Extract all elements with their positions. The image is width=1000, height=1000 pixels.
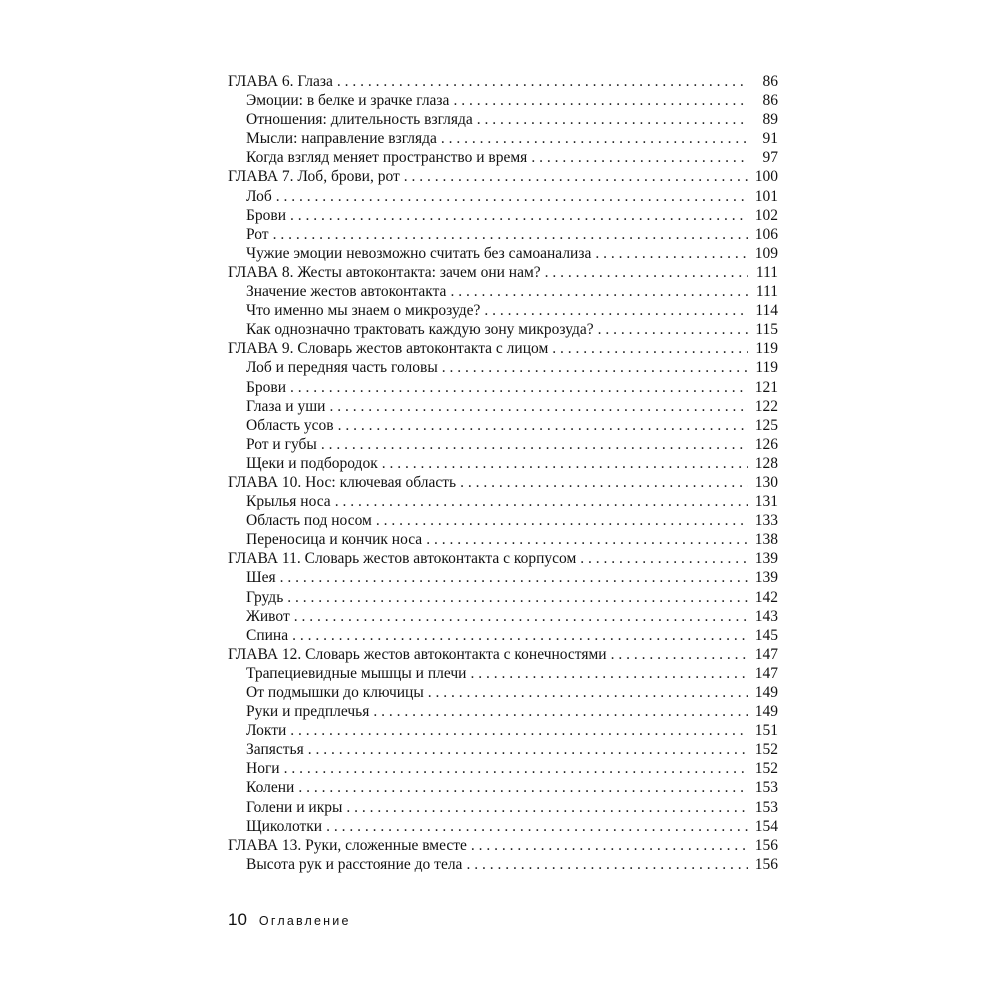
toc-entry-title: Щиколотки (246, 817, 323, 835)
toc-entry-page: 115 (755, 321, 778, 339)
toc-section-entry (228, 530, 778, 549)
dot-leader (441, 129, 748, 148)
dot-leader (484, 301, 748, 320)
toc-entry-title: Что именно мы знаем о микрозуде? (246, 302, 481, 320)
toc-entry-page: 121 (754, 378, 778, 396)
dot-leader (326, 817, 748, 836)
toc-chapter-entry (228, 263, 778, 282)
dot-leader (471, 836, 748, 855)
toc-entry-page: 119 (755, 340, 778, 358)
dot-leader (595, 244, 748, 263)
toc-entry-title: Голени и икры (246, 798, 343, 816)
toc-chapter-entry (228, 836, 778, 855)
toc-entry-title: Область под носом (246, 512, 372, 530)
toc-section-entry (228, 683, 778, 702)
toc-chapter-entry (228, 167, 778, 186)
toc-section-entry (228, 759, 778, 778)
toc-section-entry (228, 454, 778, 473)
toc-section-entry (228, 740, 778, 759)
toc-section-entry (228, 817, 778, 836)
toc-entry-page: 111 (755, 283, 778, 301)
dot-leader (450, 282, 748, 301)
page-footer (228, 910, 351, 930)
toc-entry-page: 130 (754, 473, 778, 491)
toc-section-entry (228, 282, 778, 301)
toc-entry-page: 133 (754, 512, 778, 530)
toc-entry-page: 122 (754, 397, 778, 415)
toc-entry-page: 151 (754, 722, 778, 740)
toc-entry-title: ГЛАВА 6. Глаза (228, 73, 333, 90)
toc-section-entry (228, 492, 778, 511)
toc-entry-page: 149 (754, 684, 778, 701)
toc-entry-page: 153 (754, 798, 778, 816)
toc-entry-page: 125 (754, 416, 778, 434)
dot-leader (335, 492, 748, 511)
toc-entry-title: Колени (246, 779, 295, 797)
toc-entry-page: 153 (754, 779, 778, 797)
toc-section-entry (228, 129, 778, 148)
running-header-label: Оглавление (258, 914, 351, 928)
dot-leader (280, 568, 748, 587)
toc-entry-title: Область усов (246, 416, 334, 434)
toc-section-entry (228, 702, 778, 721)
toc-entry-title: Когда взгляд меняет пространство и время (246, 149, 528, 167)
toc-entry-page: 86 (762, 73, 778, 90)
toc-section-entry (228, 187, 778, 206)
dot-leader (404, 167, 748, 186)
toc-entry-page: 131 (754, 493, 778, 511)
toc-entry-title: Переносица и кончик носа (246, 531, 423, 549)
toc-chapter-entry (228, 549, 778, 568)
toc-section-entry (228, 607, 778, 626)
toc-entry-title: Шея (246, 569, 276, 587)
toc-entry-title: От подмышки до ключицы (246, 684, 424, 701)
dot-leader (276, 187, 748, 206)
toc-entry-page: 119 (755, 359, 778, 377)
toc-entry-title: Отношения: длительность взгляда (246, 111, 473, 129)
toc-entry-title: ГЛАВА 12. Словарь жестов автоконтакта с конечностями (228, 645, 607, 663)
toc-entry-title: Глаза и уши (246, 397, 326, 415)
dot-leader (338, 416, 748, 435)
toc-entry-title: ГЛАВА 9. Словарь жестов автоконтакта с лицом (228, 340, 549, 358)
dot-leader (442, 358, 748, 377)
dot-leader (337, 72, 748, 91)
toc-entry-page: 145 (754, 626, 778, 644)
toc-entry-title: ГЛАВА 7. Лоб, брови, рот (228, 168, 400, 186)
toc-entry-page: 102 (754, 206, 778, 224)
dot-leader (373, 702, 748, 721)
toc-entry-title: ГЛАВА 11. Словарь жестов автоконтакта с корпусом (228, 550, 577, 568)
toc-entry-title: Руки и предплечья (246, 703, 370, 721)
toc-entry-title: Значение жестов автоконтакта (246, 283, 447, 301)
toc-section-entry (228, 721, 778, 740)
toc-section-entry (228, 664, 778, 683)
toc-entry-title: Спина (246, 626, 289, 644)
table-of-contents (228, 72, 778, 874)
dot-leader (477, 110, 748, 129)
toc-entry-page: 89 (762, 111, 778, 129)
toc-entry-page: 97 (762, 149, 778, 167)
toc-entry-title: ГЛАВА 8. Жесты автоконтакта: зачем они нам? (228, 263, 541, 281)
dot-leader (453, 91, 748, 110)
toc-entry-page: 143 (754, 607, 778, 625)
dot-leader (290, 206, 748, 225)
toc-entry-page: 154 (754, 817, 778, 835)
toc-section-entry (228, 397, 778, 416)
toc-entry-page: 86 (762, 92, 778, 110)
dot-leader (426, 530, 748, 549)
toc-section-entry (228, 588, 778, 607)
dot-leader (428, 683, 748, 702)
dot-leader (292, 626, 748, 645)
toc-section-entry (228, 568, 778, 587)
toc-entry-page: 138 (754, 531, 778, 549)
toc-chapter-entry (228, 339, 778, 358)
toc-entry-title: ГЛАВА 10. Нос: ключевая область (228, 473, 457, 491)
dot-leader (466, 855, 748, 874)
dot-leader (611, 645, 748, 664)
toc-section-entry (228, 244, 778, 263)
toc-entry-title: Живот (246, 607, 290, 625)
dot-leader (346, 798, 748, 817)
toc-entry-title: Рот и губы (246, 435, 317, 453)
toc-entry-title: Как однозначно трактовать каждую зону микрозуда? (246, 321, 594, 339)
toc-section-entry (228, 416, 778, 435)
toc-entry-title: Брови (246, 206, 287, 224)
toc-entry-title: Локти (246, 722, 287, 740)
dot-leader (376, 511, 748, 530)
dot-leader (580, 549, 748, 568)
dot-leader (290, 721, 748, 740)
dot-leader (298, 778, 748, 797)
dot-leader (552, 339, 748, 358)
toc-section-entry (228, 148, 778, 167)
toc-entry-page: 156 (754, 836, 778, 854)
toc-entry-page: 91 (762, 130, 778, 148)
page-number: 10 (228, 910, 247, 929)
toc-chapter-entry (228, 473, 778, 492)
dot-leader (470, 664, 748, 683)
toc-entry-page: 156 (754, 855, 778, 873)
toc-section-entry (228, 798, 778, 817)
toc-entry-title: Мысли: направление взгляда (246, 130, 437, 148)
dot-leader (273, 225, 748, 244)
dot-leader (329, 397, 748, 416)
dot-leader (321, 435, 748, 454)
toc-section-entry (228, 626, 778, 645)
toc-entry-page: 147 (754, 664, 778, 682)
toc-entry-page: 128 (754, 454, 778, 472)
toc-entry-page: 152 (754, 760, 778, 778)
toc-entry-title: ГЛАВА 13. Руки, сложенные вместе (228, 836, 467, 854)
dot-leader (545, 263, 748, 282)
toc-entry-title: Высота рук и расстояние до тела (246, 855, 463, 873)
toc-entry-page: 100 (754, 168, 778, 186)
toc-section-entry (228, 206, 778, 225)
toc-entry-title: Грудь (246, 588, 284, 606)
toc-entry-page: 149 (754, 703, 778, 721)
toc-entry-page: 142 (754, 588, 778, 606)
dot-leader (294, 607, 748, 626)
toc-entry-page: 111 (755, 263, 778, 281)
toc-entry-page: 126 (754, 435, 778, 453)
toc-section-entry (228, 358, 778, 377)
toc-section-entry (228, 855, 778, 874)
toc-entry-title: Запястья (246, 741, 304, 759)
toc-entry-title: Крылья носа (246, 493, 331, 511)
toc-entry-title: Лоб и передняя часть головы (246, 359, 438, 377)
dot-leader (284, 759, 748, 778)
toc-entry-title: Лоб (246, 187, 272, 205)
toc-section-entry (228, 778, 778, 797)
toc-entry-page: 114 (755, 302, 778, 320)
toc-section-entry (228, 225, 778, 244)
toc-section-entry (228, 378, 778, 397)
toc-entry-title: Трапециевидные мышцы и плечи (246, 664, 467, 682)
toc-section-entry (228, 110, 778, 129)
toc-entry-page: 109 (754, 244, 778, 262)
toc-entry-title: Ноги (246, 760, 280, 778)
toc-entry-page: 101 (754, 187, 778, 205)
toc-entry-title: Брови (246, 378, 287, 396)
toc-chapter-entry (228, 645, 778, 664)
dot-leader (308, 740, 748, 759)
toc-entry-page: 139 (754, 569, 778, 587)
toc-section-entry (228, 301, 778, 320)
toc-section-entry (228, 435, 778, 454)
toc-entry-page: 152 (754, 741, 778, 759)
dot-leader (287, 588, 748, 607)
toc-entry-title: Щеки и подбородок (246, 454, 378, 472)
toc-section-entry (228, 320, 778, 339)
dot-leader (382, 454, 748, 473)
toc-entry-page: 106 (754, 225, 778, 243)
toc-entry-page: 139 (754, 550, 778, 568)
toc-entry-title: Рот (246, 225, 269, 243)
dot-leader (290, 378, 748, 397)
toc-entry-page: 147 (754, 645, 778, 663)
dot-leader (460, 473, 748, 492)
toc-chapter-entry (228, 72, 778, 91)
dot-leader (531, 148, 748, 167)
toc-section-entry (228, 91, 778, 110)
dot-leader (598, 320, 748, 339)
toc-entry-title: Эмоции: в белке и зрачке глаза (246, 92, 450, 110)
toc-section-entry (228, 511, 778, 530)
toc-entry-title: Чужие эмоции невозможно считать без самоанализа (246, 244, 592, 262)
